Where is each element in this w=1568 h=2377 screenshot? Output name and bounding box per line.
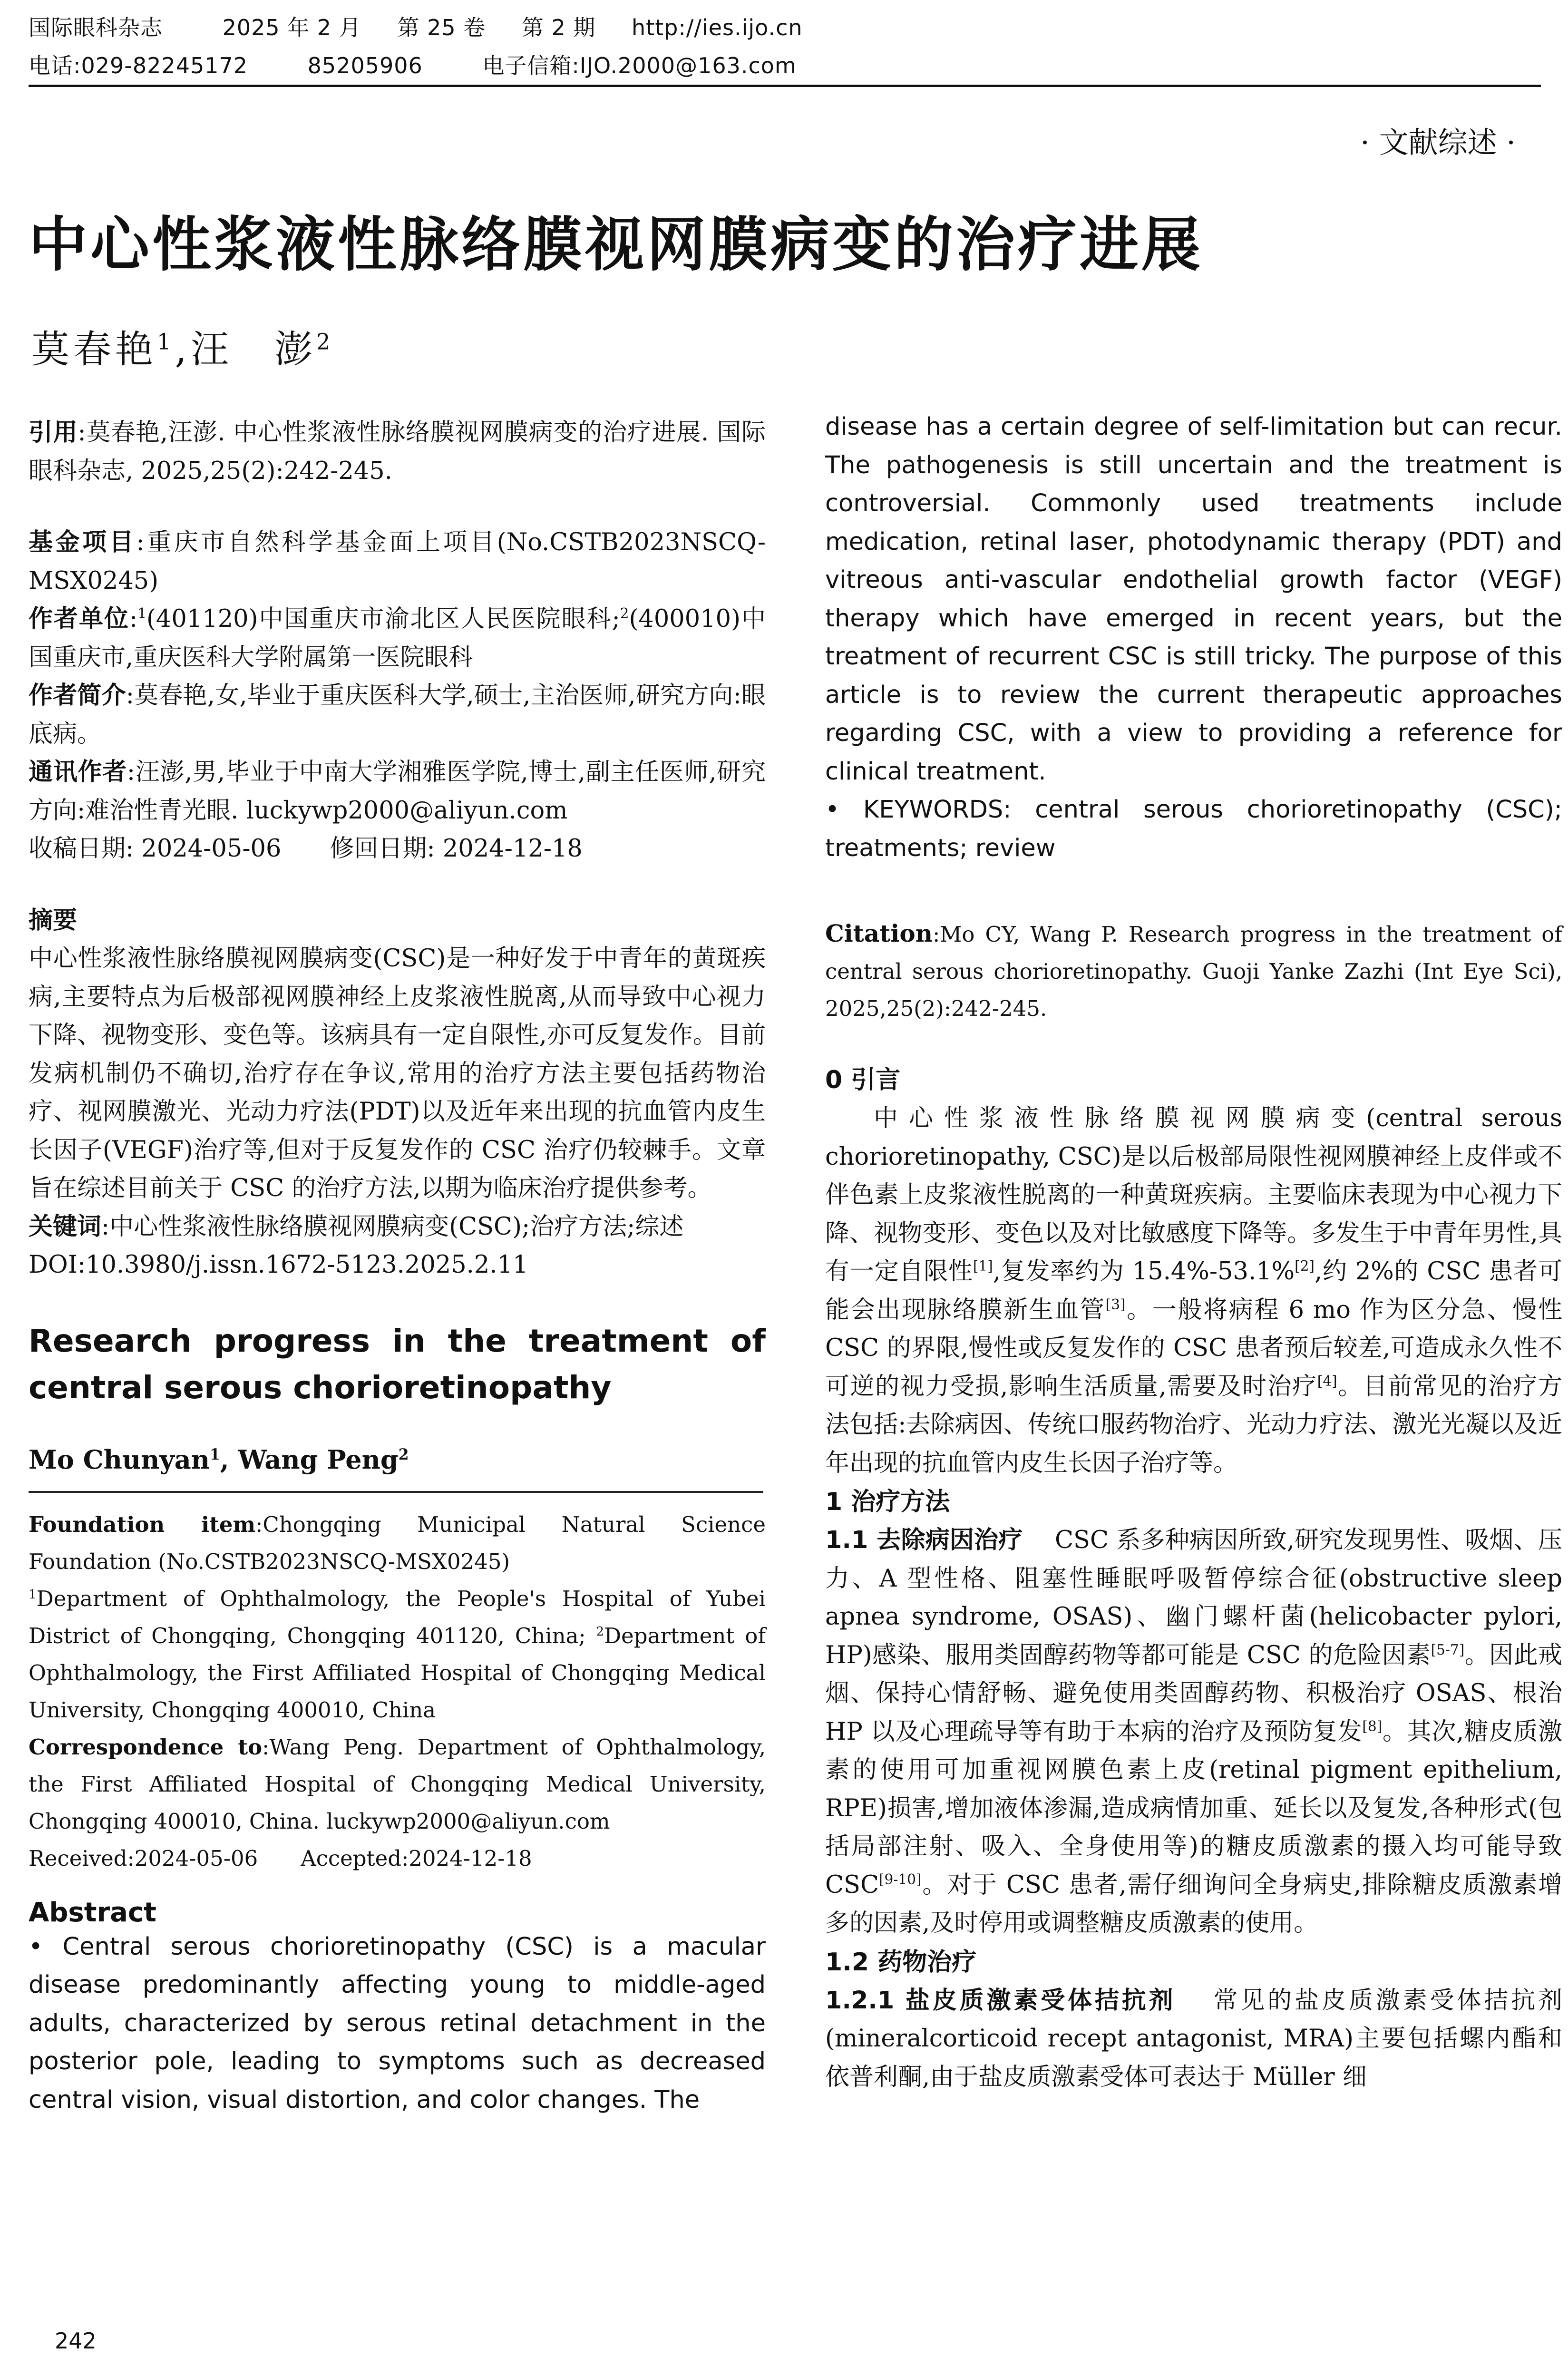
header-rule <box>29 85 1541 87</box>
abstract-heading-en: Abstract <box>29 1897 156 1928</box>
bio-block <box>29 677 766 753</box>
intro-text-c: ,约 2%的 CSC 患者可能会出现脉络膜新生血管 <box>825 1257 1562 1324</box>
ref-1[interactable]: [1] <box>973 1258 993 1274</box>
section-tag: · 文献综述 · <box>1360 125 1516 160</box>
section-1-2-1-heading: 1.2.1 盐皮质激素受体拮抗剂 <box>825 1986 1176 2015</box>
authors-cn: 莫春艳$^1$,汪 澎$^2$ <box>31 327 334 371</box>
section-1-2-heading: 1.2 药物治疗 <box>825 1948 977 1977</box>
cite-text: :莫春艳,汪澎. 中心性浆液性脉络膜视网膜病变的治疗进展. 国际眼科杂志, 2025,25(2):242-245. <box>29 419 766 485</box>
cite-label: 引用 <box>29 419 78 447</box>
page-title: 中心性浆液性脉络膜视网膜病变的治疗进展 <box>29 211 1204 279</box>
corr-label: 通讯作者 <box>29 758 127 786</box>
unit-colon: : <box>129 605 138 633</box>
ref-5-7[interactable]: [5-7] <box>1431 1641 1465 1658</box>
unit-affil-1: 1 <box>137 605 147 622</box>
corr-block <box>29 753 766 830</box>
keywords-en: • KEYWORDS: central serous chorioretinopathy (CSC); treatments; review <box>825 796 1562 862</box>
corr-en-label: Correspondence to <box>29 1734 263 1760</box>
ref-2[interactable]: [2] <box>1295 1258 1315 1274</box>
section-1-1 <box>825 1521 1562 1943</box>
bio-label: 作者简介 <box>29 682 126 710</box>
english-authors: Mo Chunyan$^1$, Wang Peng$^2$ <box>29 1444 409 1475</box>
page-number: 242 <box>55 2328 97 2354</box>
journal-header-line-2 <box>29 49 849 80</box>
intro-text-d: 。一般将病程 6 mo 作为区分急、慢性 CSC 的界限,慢性或反复发作的 CSC 患者预后较差,可造成永久性不可逆的视力受损,影响生活质量,需要及时治疗 <box>825 1296 1562 1401</box>
unit-text-2: (400010)中国重庆市,重庆医科大学附属第一医院眼科 <box>29 605 766 672</box>
en-author-1-affil: 1 <box>209 1446 220 1463</box>
unit-text-1: (401120)中国重庆市渝北区人民医院眼科; <box>146 605 620 633</box>
abstract-cn: 中心性浆液性脉络膜视网膜病变(CSC)是一种好发于中青年的黄斑疾病,主要特点为后极部视网膜神经上皮浆液性脱离,从而导致中心视力下降、视物变形、变色等。该病具有一定自限性,亦可反复发作。目前发病机制仍不确切,治疗存在争议,常用的治疗方法主要包括药物治疗、视网膜激光、光动力疗法(PDT)以及近年来出现的抗血管内皮生长因子(VEGF)治疗等,但对于反复发作的 CSC 治疗仍较棘手。文章旨在综述目前关于 CSC 的治疗方法,以期为临床治疗提供参考。 <box>29 945 766 1202</box>
english-title: Research progress in the treatment of central serous chorioretinopathy <box>29 1322 766 1406</box>
unit-block <box>29 600 766 677</box>
fax: 85205906 <box>307 53 423 78</box>
intro-heading: 0 引言 <box>825 1066 901 1094</box>
en-author-2: Wang Peng <box>238 1444 399 1475</box>
foundation-block <box>29 1506 766 1580</box>
intro-paragraph <box>825 1100 1562 1482</box>
aff-2-marker: 2 <box>596 1624 604 1639</box>
fund-block <box>29 524 766 600</box>
keywords-label: 关键词 <box>29 1212 102 1241</box>
author-rule <box>29 1491 763 1493</box>
doi[interactable]: DOI:10.3980/j.issn.1672-5123.2025.2.11 <box>29 1251 528 1279</box>
received-accepted: Received:2024-05-06 Accepted:2024-12-18 <box>29 1845 532 1871</box>
correspondence-en <box>29 1729 766 1840</box>
author-2-affil: 2 <box>316 329 334 355</box>
aff-1: Department of Ophthalmology, the People's Hospital of Yubei District of Chongqing, Chongqing 401120, China; <box>29 1586 766 1648</box>
affiliations <box>29 1580 766 1729</box>
issue-date: 2025 年 2 月 <box>222 15 361 40</box>
left-column <box>29 414 766 2119</box>
dates: 收稿日期: 2024-05-06 修回日期: 2024-12-18 <box>29 835 583 863</box>
foundation-label: Foundation item <box>29 1511 256 1537</box>
intro-text-a: 中心性浆液性脉络膜视网膜病变(central serous chorioretinopathy, CSC)是以后极部局限性视网膜神经上皮伴或不伴色素上皮浆液性脱离的一种黄斑疾病。主要临床表现为中心视力下降、视物变形、变色以及对比敏感度下降等。多发生于中青年男性,具有一定自限性 <box>825 1104 1562 1286</box>
journal-url[interactable]: http://ies.ijo.cn <box>632 15 803 40</box>
section-1-1-heading: 1.1 去除病因治疗 <box>825 1526 1023 1554</box>
corr-text: :汪澎,男,毕业于中南大学湘雅医学院,博士,副主任医师,研究方向:难治性青光眼. luckywp2000@aliyun.com <box>29 758 766 825</box>
author-1: 莫春艳 <box>31 327 157 371</box>
volume: 第 25 卷 <box>397 15 486 40</box>
keywords-cn: :中心性浆液性脉络膜视网膜病变(CSC);治疗方法;综述 <box>101 1212 684 1241</box>
foundation-text: :Chongqing Municipal Natural Science Foundation (No.CSTB2023NSCQ-MSX0245) <box>29 1511 766 1574</box>
bio-text: :莫春艳,女,毕业于重庆医科大学,硕士,主治医师,研究方向:眼底病。 <box>29 682 766 748</box>
section-1-2-1 <box>825 1982 1562 2097</box>
aff-2: Department of Ophthalmology, the First Affiliated Hospital of Chongqing Medical University, Chongqing 400010, China <box>29 1623 766 1723</box>
abstract-en-start: • Central serous chorioretinopathy (CSC) is a macular disease predominantly affecting young to middle-aged adults, characterized by serous retinal detachment in the posterior pole, leading to symptoms such as decreased central vision, visual distortion, and color changes. The <box>29 1932 766 2114</box>
keywords-block <box>29 1208 766 1247</box>
ref-4[interactable]: [4] <box>1317 1373 1337 1389</box>
citation-label: Citation <box>825 919 933 947</box>
abstract-heading-cn: 摘要 <box>29 906 78 935</box>
corr-en-text: :Wang Peng. Department of Ophthalmology, the First Affiliated Hospital of Chongqing Medical University, Chongqing 400010, China. luckywp2000@aliyun.com <box>29 1734 766 1834</box>
intro-text-e: 。目前常见的治疗方法包括:去除病因、传统口服药物治疗、光动力疗法、激光光凝以及近年出现的抗血管内皮生长因子治疗等。 <box>825 1372 1562 1477</box>
email[interactable]: 电子信箱:IJO.2000@163.com <box>482 53 797 78</box>
ref-3[interactable]: [3] <box>1105 1296 1126 1313</box>
fund-label: 基金项目 <box>29 528 136 556</box>
author-2: 汪 澎 <box>190 327 316 371</box>
citation-en <box>825 915 1562 1027</box>
section-1-1-text-a: CSC 系多种病因所致,研究发现男性、吸烟、压力、A 型性格、阻塞性睡眠呼吸暂停综合征(obstructive sleep apnea syndrome, OSAS)、幽门螺杆菌(helicobacter pylori, HP)感染、服用类固醇药物等都可能是 CSC 的危险因素 <box>825 1526 1562 1669</box>
aff-1-marker: 1 <box>29 1587 37 1602</box>
unit-affil-2: 2 <box>620 605 629 622</box>
ref-8[interactable]: [8] <box>1362 1718 1383 1734</box>
en-author-1: Mo Chunyan <box>29 1444 210 1475</box>
en-author-2-affil: 2 <box>398 1446 409 1463</box>
section-1-2-1-text: 常见的盐皮质激素受体拮抗剂(mineralcorticoid recept antagonist, MRA)主要包括螺内酯和依普利酮,由于盐皮质激素受体可表达于 Müller 细 <box>825 1986 1562 2091</box>
issue: 第 2 期 <box>521 15 596 40</box>
citation-text: :Mo CY, Wang P. Research progress in the treatment of central serous chorioretinopathy. Guoji Yanke Zazhi (Int Eye Sci), 2025,25(2):242-245. <box>825 922 1562 1021</box>
right-column <box>825 408 1562 2096</box>
ref-9-10[interactable]: [9-10] <box>878 1871 922 1888</box>
author-1-affil: 1 <box>157 329 175 355</box>
phone: 电话:029-82245172 <box>29 53 248 78</box>
intro-text-b: ,复发率约为 15.4%-53.1% <box>993 1257 1295 1286</box>
journal-name: 国际眼科杂志 <box>29 15 163 40</box>
section-1-1-text-d: 。对于 CSC 患者,需仔细询问全身病史,排除糖皮质激素增多的因素,及时停用或调整糖皮质激素的使用。 <box>825 1870 1562 1937</box>
journal-header-line-1 <box>29 10 855 42</box>
section-1-1-text-b: 。因此戒烟、保持心情舒畅、避免使用类固醇药物、积极治疗 OSAS、根治 HP 以及心理疏导等有助于本病的治疗及预防复发 <box>825 1641 1562 1746</box>
cite-block <box>29 414 766 490</box>
abstract-en-cont: disease has a certain degree of self-limitation but can recur. The pathogenesis is still uncertain and the treatment is controversial. Commonly used treatments include medication, retinal laser, photodynamic therapy (PDT) and vitreous anti-vascular endothelial growth factor (VEGF) therapy which have emerged in recent years, but the treatment of recurrent CSC is still tricky. The purpose of this article is to review the current therapeutic approaches regarding CSC, with a view to providing a reference for clinical treatment. <box>825 413 1562 786</box>
fund-text: :重庆市自然科学基金面上项目(No.CSTB2023NSCQ-MSX0245) <box>29 528 766 595</box>
unit-label: 作者单位 <box>29 605 129 633</box>
section-1-1-text-c: 。其次,糖皮质激素的使用可加重视网膜色素上皮(retinal pigment epithelium, RPE)损害,增加液体渗漏,造成病情加重、延长以及复发,各种形式(包括局部注射、吸入、全身使用等)的糖皮质激素的摄入均可能导致 CSC <box>825 1717 1562 1899</box>
section-1-heading: 1 治疗方法 <box>825 1488 950 1516</box>
